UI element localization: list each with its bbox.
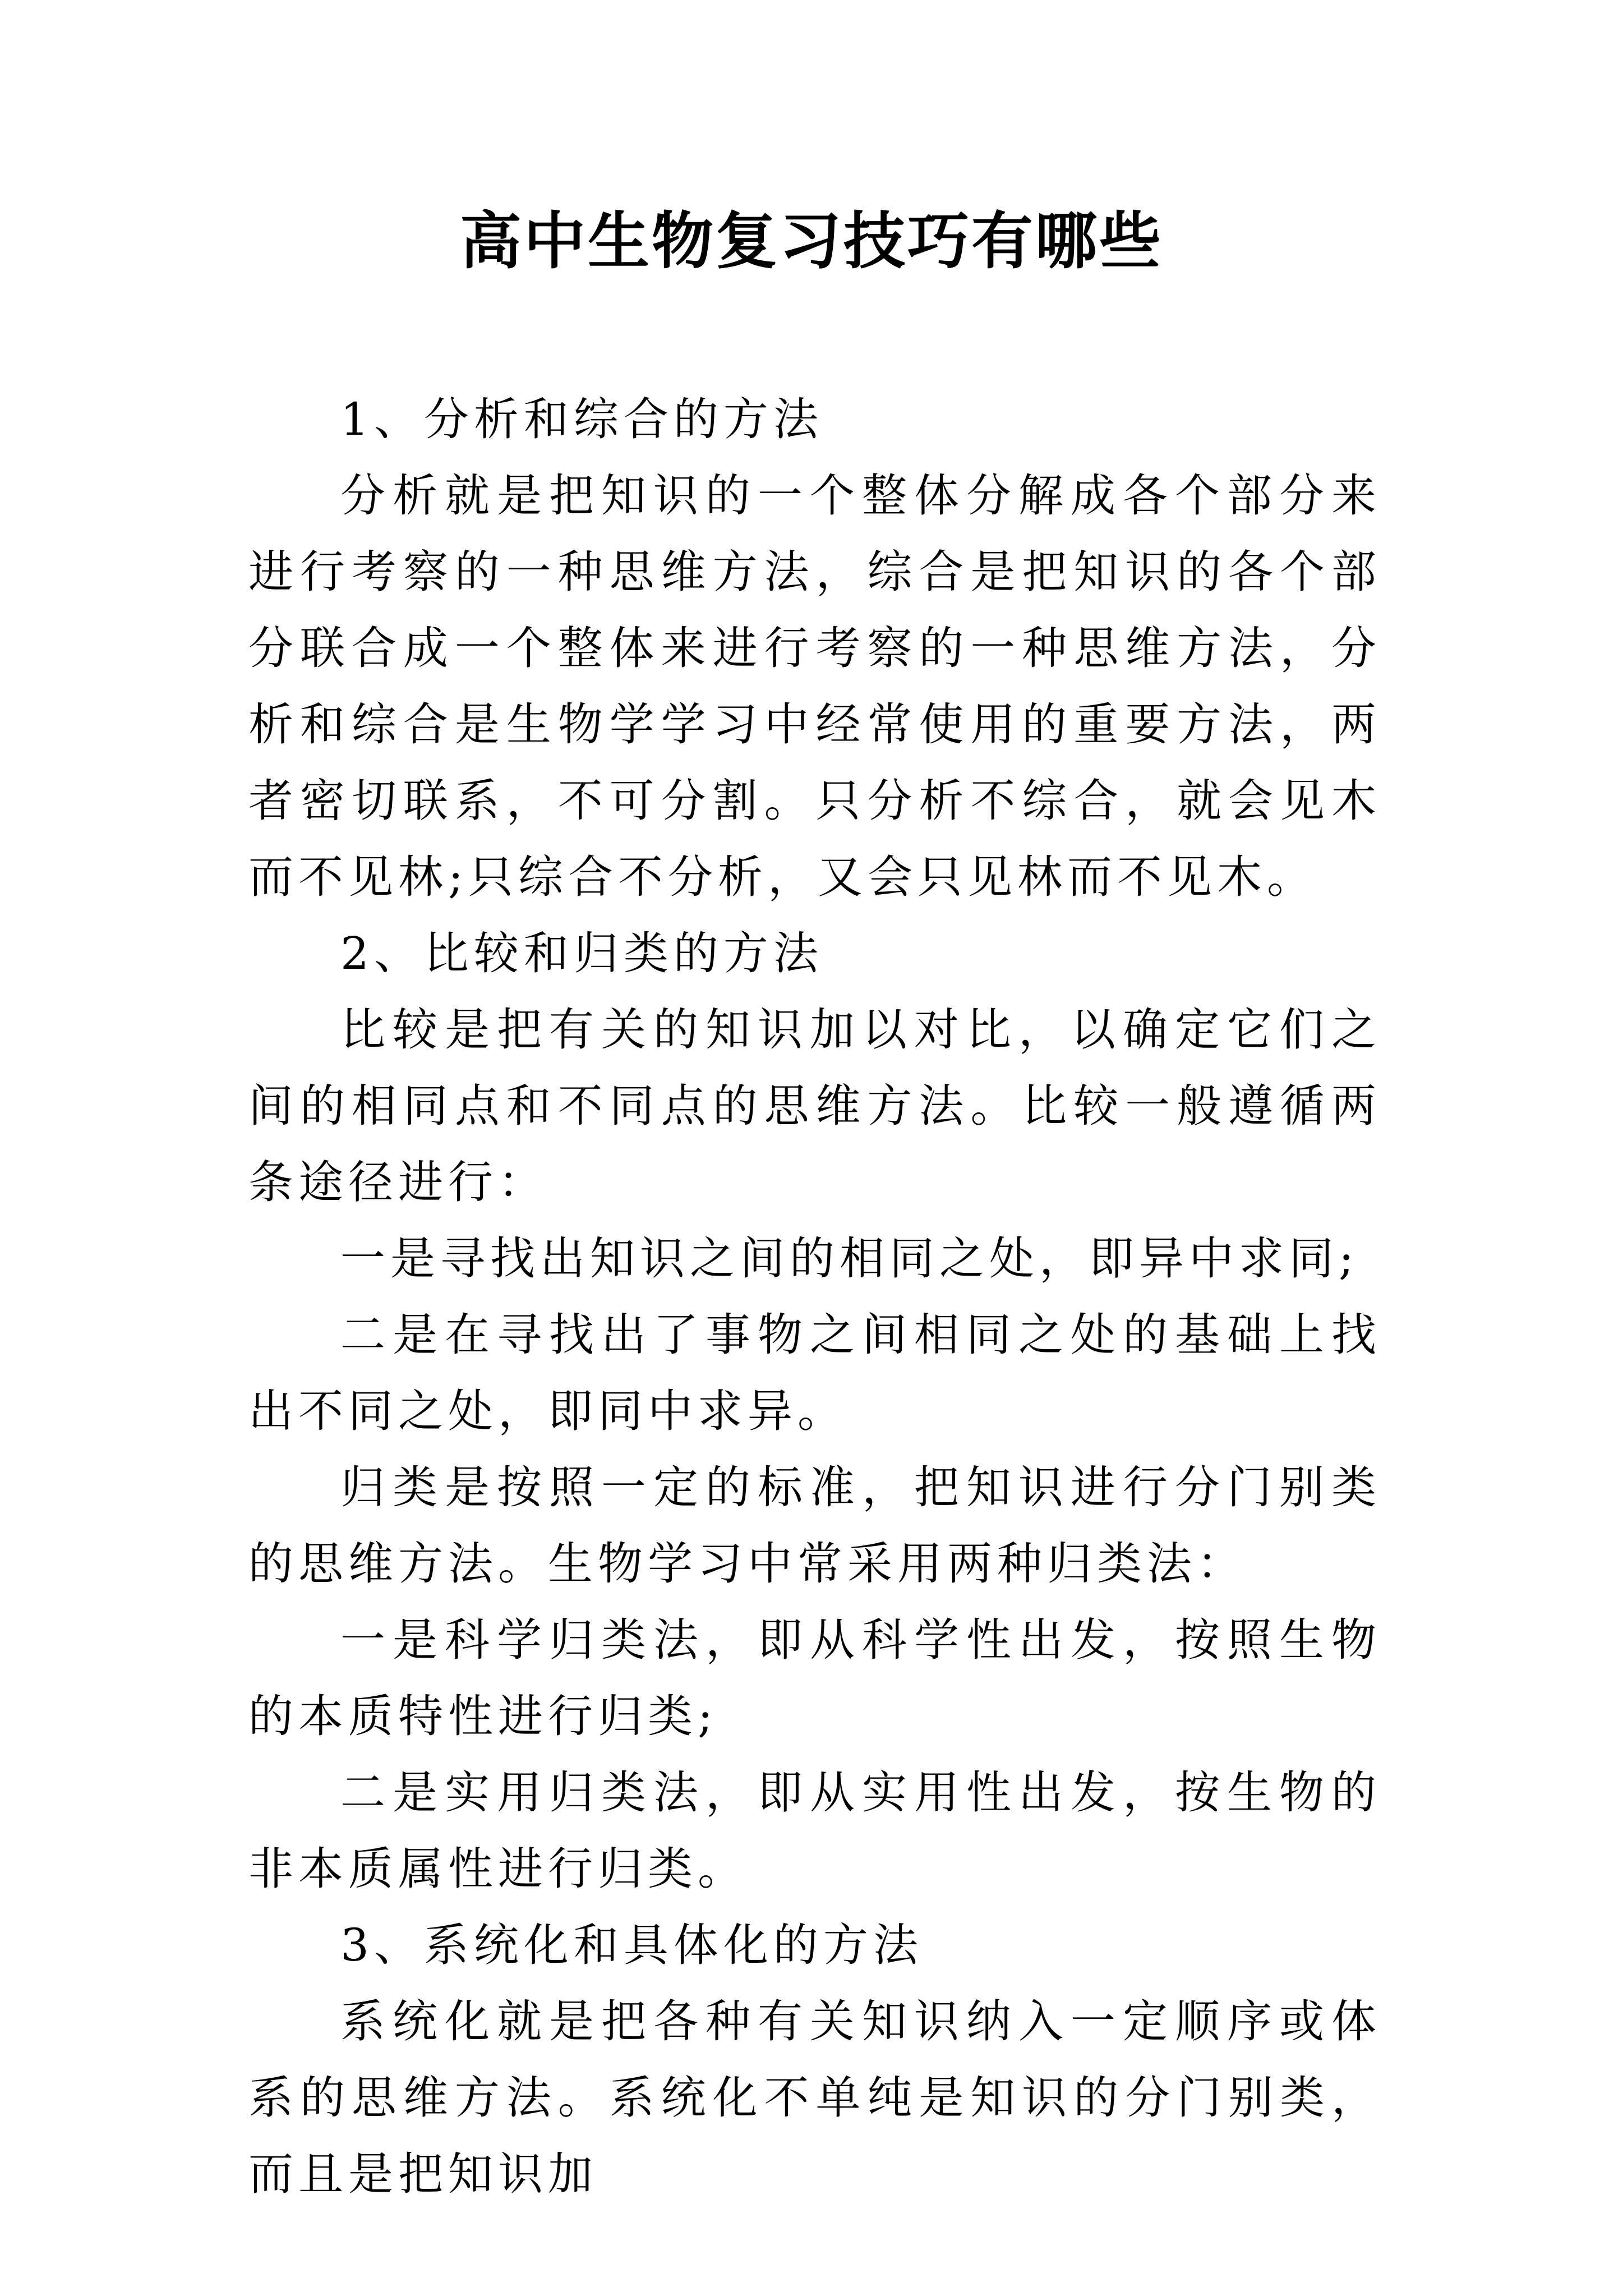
- paragraph: 一是寻找出知识之间的相同之处，即异中求同;: [340, 1232, 1359, 1285]
- paragraph: 一是科学归类法，即从科学性出发，按照生物的本质特性进行归类;: [248, 1614, 1381, 1742]
- paragraph: 归类是按照一定的标准，把知识进行分门别类的思维方法。生物学习中常采用两种归类法：: [248, 1461, 1381, 1590]
- paragraph: 二是实用归类法，即从实用性出发，按生物的非本质属性进行归类。: [248, 1766, 1381, 1895]
- paragraph: 系统化就是把各种有关知识纳入一定顺序或体系的思维方法。系统化不单纯是知识的分门别类，而且是把知识加: [248, 1995, 1381, 2200]
- section-heading: 3、系统化和具体化的方法: [340, 1919, 923, 1971]
- paragraph: 二是在寻找出了事物之间相同之处的基础上找出不同之处，即同中求异。: [248, 1309, 1381, 1437]
- paragraph: 比较是把有关的知识加以对比，以确定它们之间的相同点和不同点的思维方法。比较一般遵循两条途径进行：: [248, 1004, 1381, 1208]
- section-heading: 1、分析和综合的方法: [340, 393, 823, 445]
- document-body: [248, 381, 1381, 2212]
- document-title: 高中生物复习技巧有哪些: [460, 205, 1163, 277]
- paragraph: 分析就是把知识的一个整体分解成各个部分来进行考察的一种思维方法，综合是把知识的各个部分联合成一个整体来进行考察的一种思维方法，分析和综合是生物学学习中经常使用的重要方法，两者密切联系，不可分割。只分析不综合，就会见木而不见林;只综合不分析，又会只见林而不见木。: [248, 470, 1381, 903]
- section-heading: 2、比较和归类的方法: [340, 927, 823, 979]
